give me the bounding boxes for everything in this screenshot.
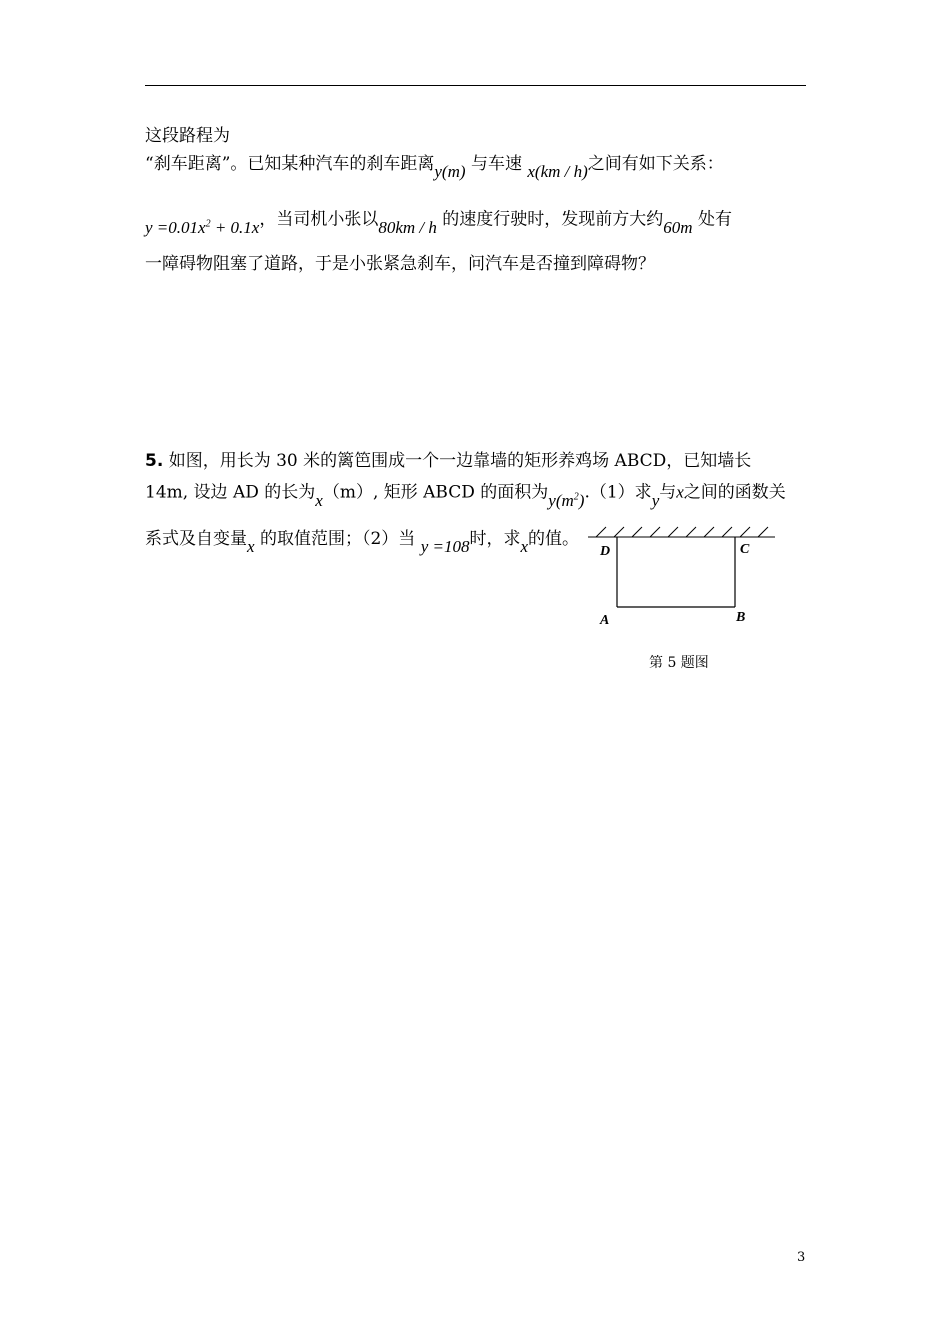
p5-text: 的值。 <box>528 529 580 549</box>
wall-hatching <box>588 527 775 537</box>
math-y-108: y =108 <box>420 537 470 556</box>
label-b: B <box>736 610 746 625</box>
p4-text: 与车速 <box>470 154 522 174</box>
math-x: x <box>676 482 684 502</box>
math-formula: $y =0.01x^2 + 0.1x$ <box>145 217 260 237</box>
p5-text: .（1）求 <box>584 482 652 503</box>
p4-line-3 <box>145 204 732 237</box>
label-c: C <box>740 542 750 557</box>
p5-line-3 <box>145 527 580 556</box>
problem-number: 5. <box>145 451 164 471</box>
p4-text: 一障碍物阻塞了道路，于是小张紧急刹车，问汽车是否撞到障碍物？ <box>145 254 655 274</box>
p5-text: 时，求 <box>469 529 521 549</box>
math-y: y <box>651 490 660 510</box>
p5-text: 14m, 设边 AD 的长为 <box>145 482 316 503</box>
label-d: D <box>600 544 611 559</box>
math-x: x <box>247 537 255 556</box>
math-y-m2: $y(m^2)$ <box>548 490 585 510</box>
p5-line-1 <box>145 449 751 473</box>
p4-line-4 <box>145 252 655 276</box>
label-a: A <box>600 613 610 628</box>
p5-text: 系式及自变量 <box>145 529 247 549</box>
p5-text: 的取值范围；（2）当 <box>259 529 416 549</box>
math-x-kmh: x(km / h) <box>527 162 588 181</box>
header-rule <box>145 85 806 86</box>
p5-line-2 <box>145 477 786 510</box>
p4-line-1 <box>145 124 230 148</box>
math-x: x <box>315 490 323 510</box>
p4-text: 的速度行驶时，发现前方大约 <box>442 209 664 230</box>
p4-text: ，当司机小张以 <box>259 209 379 230</box>
p5-text: 与 <box>659 482 677 503</box>
p4-text: “刹车距离”。已知某种汽车的刹车距离 <box>145 154 435 174</box>
p4-text: 这段路程为 <box>145 126 230 146</box>
p4-line-2 <box>145 152 724 181</box>
p5-text: （m）, 矩形 ABCD 的面积为 <box>322 482 549 503</box>
fence <box>617 537 735 607</box>
math-80kmh: 80km / h <box>378 217 437 237</box>
figure-caption: 第 5 题图 <box>649 655 709 671</box>
math-y-m: y(m) <box>434 162 466 181</box>
math-60m: 60m <box>663 217 693 237</box>
p4-text: 处有 <box>697 209 732 230</box>
rectangle-figure <box>570 515 785 630</box>
math-x: x <box>520 537 529 556</box>
p4-text: 之间有如下关系： <box>587 154 724 174</box>
page-number: 3 <box>797 1250 806 1265</box>
p5-text: 如图，用长为 30 米的篱笆围成一个一边靠墙的矩形养鸡场 ABCD，已知墙长 <box>163 451 752 471</box>
p5-text: 之间的函数关 <box>683 482 786 503</box>
